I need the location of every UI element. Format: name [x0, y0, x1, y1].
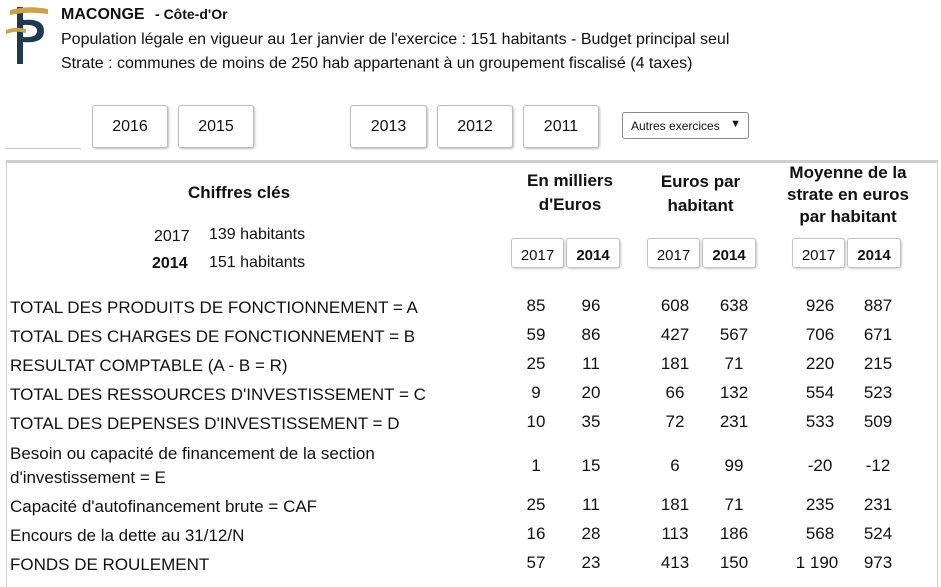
column-header-strate	[763, 162, 933, 228]
chevron-down-icon: ▼	[730, 118, 741, 130]
value-cell: 85	[526, 296, 546, 315]
value-cell: 25	[526, 354, 546, 373]
value-cell: 113	[661, 524, 689, 543]
value-cell: 186	[719, 524, 749, 543]
header-line: Moyenne de la	[789, 163, 907, 182]
value-cell: 57	[526, 553, 546, 572]
header-line: d'Euros	[538, 195, 602, 214]
value-cell: 6	[670, 456, 680, 475]
row-label-continued: d'investissement = E	[10, 468, 166, 487]
value-cell: -20	[807, 456, 833, 475]
fp-logo	[4, 4, 54, 66]
value-cell: 887	[863, 296, 893, 315]
population-count: 151 habitants	[209, 254, 306, 271]
value-cell: 567	[719, 325, 749, 344]
population-year: 2014	[152, 255, 188, 272]
value-cell: 181	[660, 495, 690, 514]
value-cell: 86	[581, 325, 601, 344]
value-cell: 524	[863, 524, 893, 543]
value-cell: 235	[805, 495, 835, 514]
value-cell: -12	[865, 456, 891, 475]
header-line: En milliers	[527, 171, 613, 190]
year-2014-per-habitant-button[interactable]: 2014	[702, 238, 756, 268]
year-2017-per-habitant-button[interactable]: 2017	[647, 238, 700, 268]
row-label: Encours de la dette au 31/12/N	[10, 526, 245, 545]
value-cell: 220	[805, 354, 835, 373]
value-cell: 150	[719, 553, 749, 572]
value-cell: 9	[531, 383, 541, 402]
value-cell: 509	[863, 412, 893, 431]
value-cell: 926	[805, 296, 835, 315]
strate-info: Strate : communes de moins de 250 hab appartenant à un groupement fiscalisé (4 taxes)	[61, 55, 693, 72]
select-value: Autres exercices	[631, 118, 720, 133]
year-2014-thousands-button[interactable]: 2014	[566, 238, 620, 268]
key-figures-title: Chiffres clés	[188, 183, 291, 202]
row-label: TOTAL DES CHARGES DE FONCTIONNEMENT = B	[10, 327, 416, 346]
header-line: habitant	[667, 196, 734, 215]
year-2017-thousands-button[interactable]: 2017	[511, 238, 564, 268]
value-cell: 215	[863, 354, 893, 373]
value-cell: 231	[863, 495, 893, 514]
page-title	[61, 6, 228, 24]
value-cell: 28	[581, 524, 601, 543]
year-2017-strate-button[interactable]: 2017	[792, 238, 845, 268]
value-cell: 66	[665, 383, 685, 402]
value-cell: 638	[719, 296, 749, 315]
row-label: TOTAL DES RESSOURCES D'INVESTISSEMENT = C	[10, 385, 426, 404]
column-header-per-habitant	[638, 170, 763, 218]
value-cell: 23	[581, 553, 601, 572]
value-cell: 25	[526, 495, 546, 514]
value-cell: 71	[724, 495, 744, 514]
value-cell: 11	[582, 354, 600, 373]
value-cell: 523	[863, 383, 893, 402]
value-cell: 608	[660, 296, 690, 315]
other-years-select[interactable]	[622, 112, 749, 139]
tab-year-2015[interactable]: 2015	[178, 105, 254, 148]
header-line: Euros par	[660, 172, 741, 191]
value-cell: 568	[805, 524, 835, 543]
commune-name: MACONGE	[61, 6, 145, 23]
tab-year-2013[interactable]: 2013	[350, 105, 427, 148]
value-cell: 554	[805, 383, 835, 402]
value-cell: 59	[526, 325, 546, 344]
population-info: Population légale en vigueur au 1er janvier de l'exercice : 151 habitants - Budget principal seul	[61, 31, 730, 48]
value-cell: 15	[581, 456, 601, 475]
value-cell: 20	[581, 383, 601, 402]
header-line: strate en euros	[787, 185, 909, 204]
value-cell: 973	[863, 553, 893, 572]
row-label: Capacité d'autofinancement brute = CAF	[10, 497, 318, 516]
value-cell: 1 190	[795, 553, 839, 572]
value-cell: 35	[581, 412, 601, 431]
row-label: RESULTAT COMPTABLE (A - B = R)	[10, 356, 288, 375]
value-cell: 132	[719, 383, 749, 402]
value-cell: 96	[581, 296, 601, 315]
value-cell: 16	[526, 524, 546, 543]
population-count: 139 habitants	[209, 226, 306, 243]
tab-year-2012[interactable]: 2012	[437, 105, 513, 148]
value-cell: 181	[660, 354, 690, 373]
row-label: Besoin ou capacité de financement de la section	[10, 444, 375, 463]
value-cell: 72	[665, 412, 685, 431]
column-header-thousands	[505, 169, 635, 217]
value-cell: 71	[724, 354, 744, 373]
tab-year-2011[interactable]: 2011	[523, 105, 599, 148]
value-cell: 1	[531, 456, 541, 475]
tab-divider	[6, 148, 81, 149]
row-label: FONDS DE ROULEMENT	[10, 555, 210, 574]
value-cell: 10	[526, 412, 546, 431]
value-cell: 231	[719, 412, 749, 431]
value-cell: 11	[582, 495, 600, 514]
tab-year-2016[interactable]: 2016	[92, 105, 168, 148]
header-line: par habitant	[799, 207, 897, 226]
department-name: - Côte-d'Or	[155, 6, 228, 22]
value-cell: 706	[805, 325, 835, 344]
value-cell: 533	[805, 412, 835, 431]
population-year: 2017	[154, 228, 190, 245]
row-label: TOTAL DES DEPENSES D'INVESTISSEMENT = D	[10, 414, 400, 433]
value-cell: 427	[660, 325, 690, 344]
row-label: TOTAL DES PRODUITS DE FONCTIONNEMENT = A	[10, 298, 418, 317]
value-cell: 99	[724, 456, 744, 475]
year-2014-strate-button[interactable]: 2014	[847, 238, 901, 268]
value-cell: 413	[660, 553, 690, 572]
value-cell: 671	[863, 325, 893, 344]
